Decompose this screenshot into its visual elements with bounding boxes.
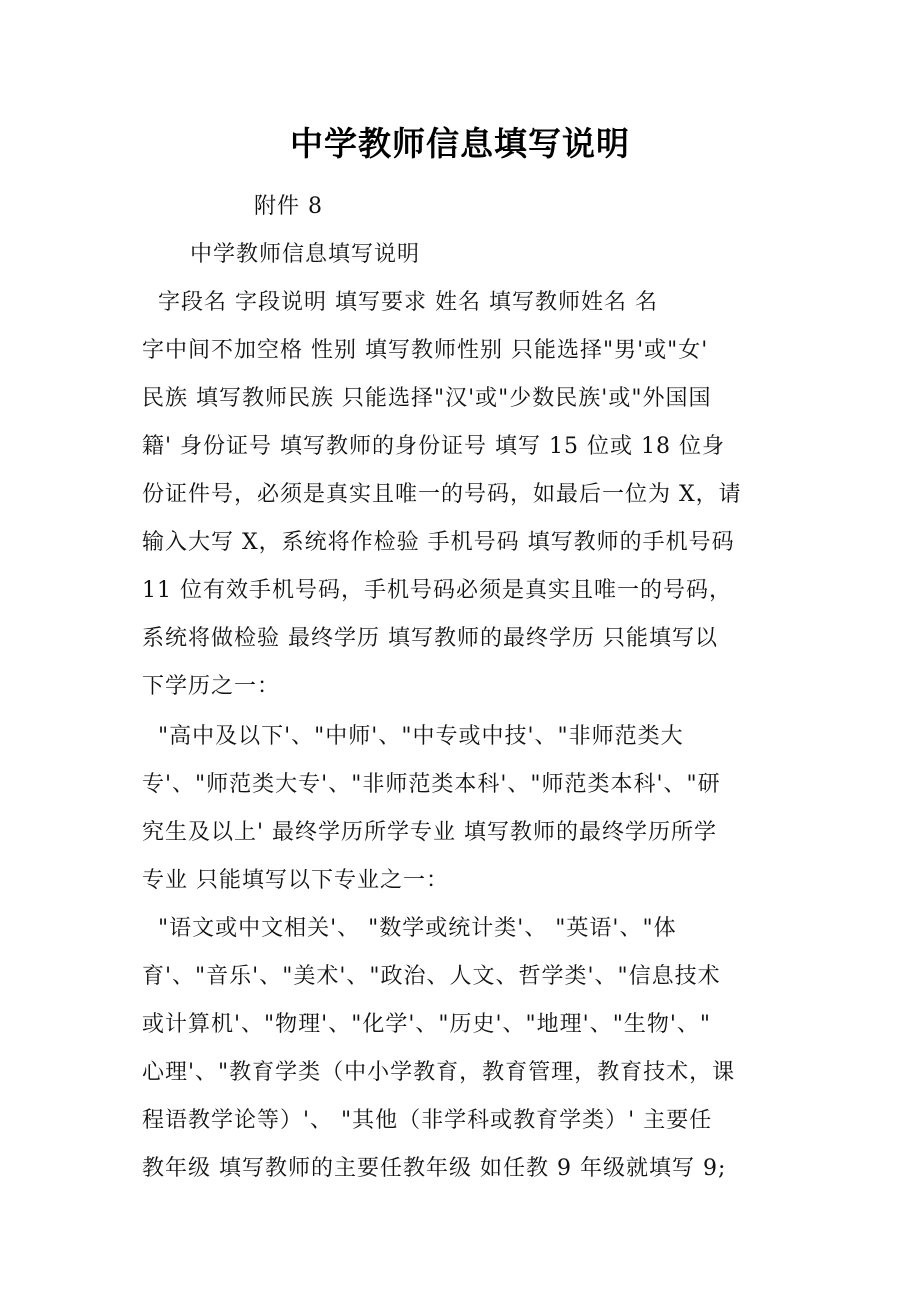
body-line: 程语教学论等）'、 "其他（非学科或教育学类）' 主要任 (142, 1108, 713, 1133)
body-line: 字段名 字段说明 填写要求 姓名 填写教师姓名 名 (142, 290, 658, 315)
body-line: 份证件号，必须是真实且唯一的号码，如最后一位为 X，请 (142, 482, 742, 507)
body-line: 系统将做检验 最终学历 填写教师的最终学历 只能填写以 (142, 626, 718, 651)
attachment-label: 附件 8 (254, 194, 323, 219)
body-line: "语文或中文相关'、 "数学或统计类'、 "英语'、"体 (142, 916, 677, 941)
body-line: 籍' 身份证号 填写教师的身份证号 填写 15 位或 18 位身 (142, 434, 725, 459)
body-line: 输入大写 X，系统将作检验 手机号码 填写教师的手机号码 (142, 530, 735, 555)
body-line: 或计算机'、"物理'、"化学'、"历史'、"地理'、"生物'、" (142, 1012, 712, 1037)
body-line: 心理'、"教育学类（中小学教育，教育管理，教育技术，课 (142, 1060, 736, 1085)
body-line: 育'、"音乐'、"美术'、"政治、人文、哲学类'、"信息技术 (142, 964, 721, 989)
body-line: 专业 只能填写以下专业之一： (142, 868, 449, 893)
body-line: 字中间不加空格 性别 填写教师性别 只能选择"男'或"女' (142, 338, 709, 363)
body-line: 民族 填写教师民族 只能选择"汉'或"少数民族'或"外国国 (142, 386, 712, 411)
document-subtitle: 中学教师信息填写说明 (190, 242, 421, 267)
body-line: 专'、"师范类大专'、"非师范类本科'、"师范类本科'、"研 (142, 772, 721, 797)
document-title: 中学教师信息填写说明 (290, 124, 630, 163)
body-line: 究生及以上' 最终学历所学专业 填写教师的最终学历所学 (142, 820, 718, 845)
body-line: "高中及以下'、"中师'、"中专或中技'、"非师范类大 (142, 724, 684, 749)
body-line: 11 位有效手机号码，手机号码必须是真实且唯一的号码， (142, 578, 732, 603)
body-line: 下学历之一： (142, 674, 281, 699)
body-line: 教年级 填写教师的主要任教年级 如任教 9 年级就填写 9; (142, 1156, 727, 1181)
